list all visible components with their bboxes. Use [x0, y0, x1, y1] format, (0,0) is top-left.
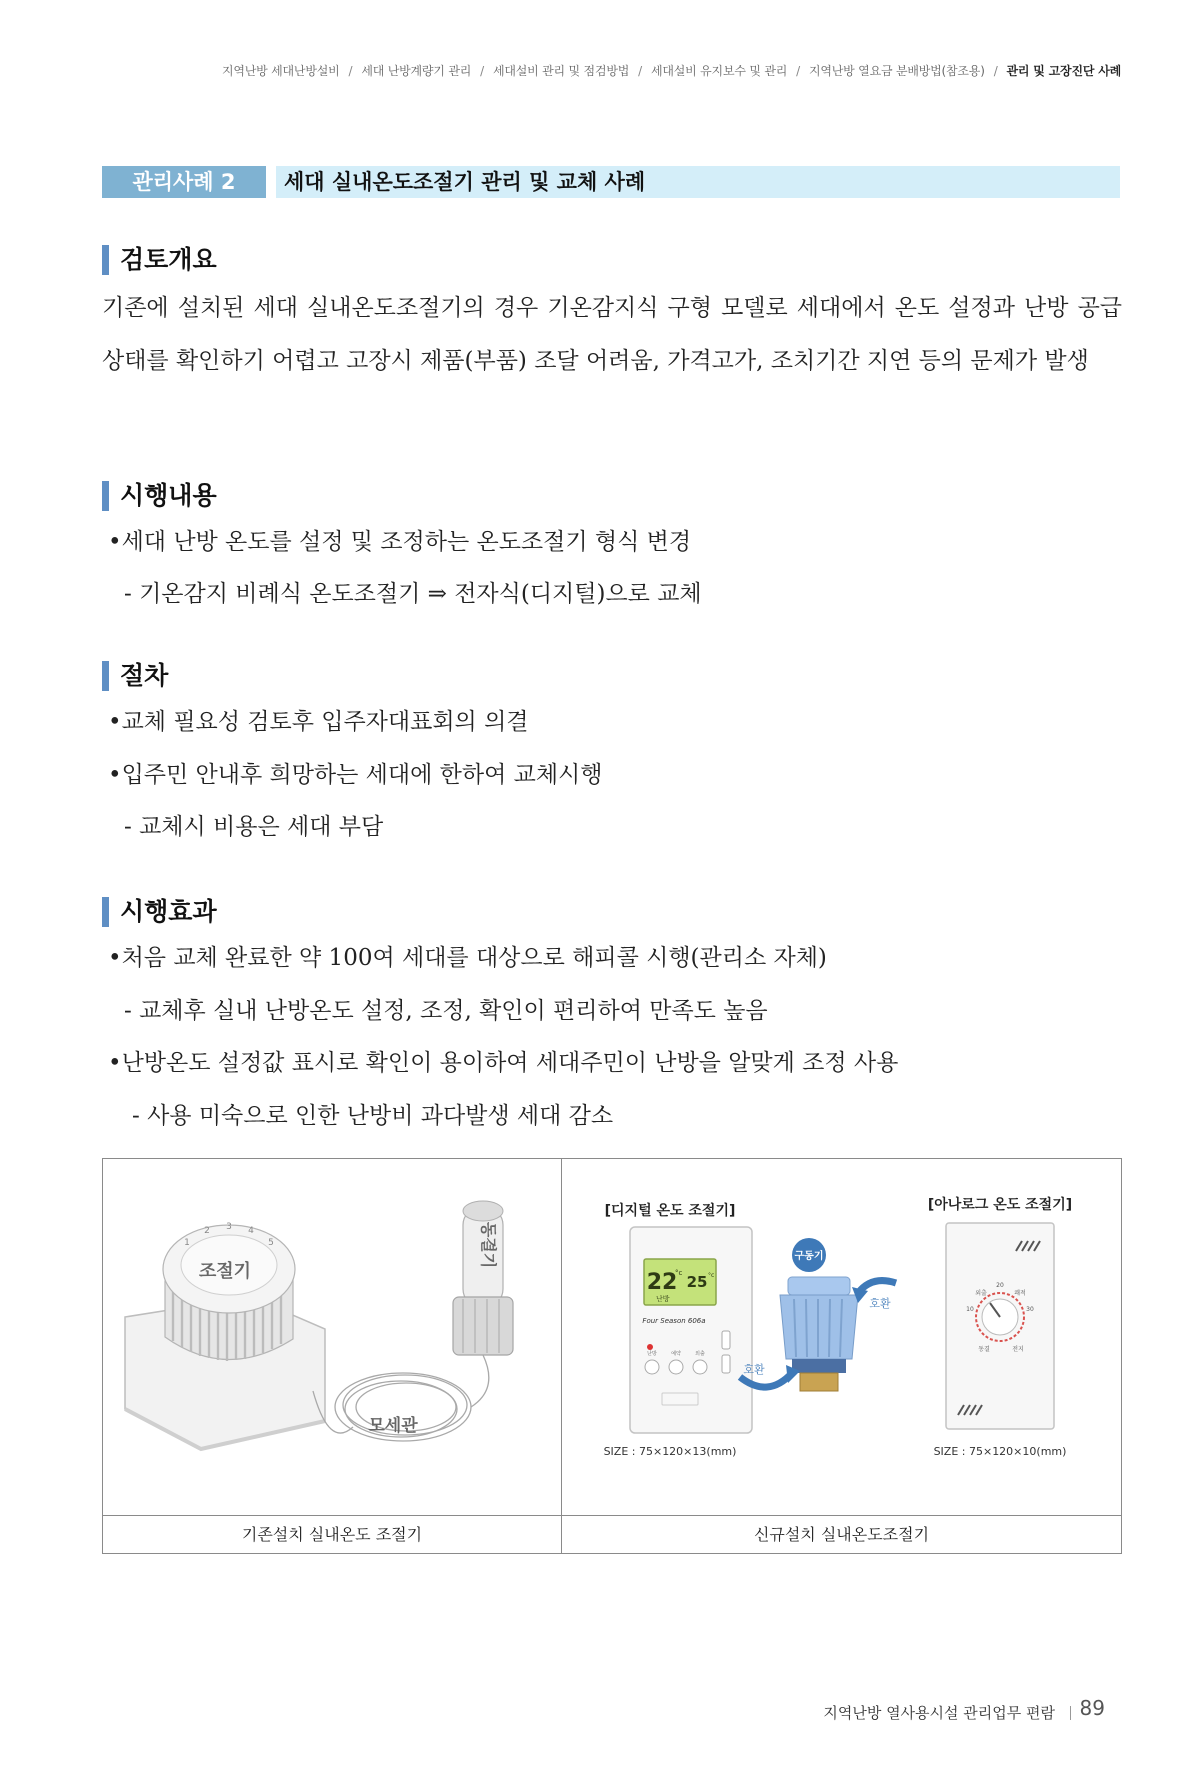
- overview-paragraph: 기존에 설치된 세대 실내온도조절기의 경우 기온감지식 구형 모델로 세대에서 온도 설정과 난방 공급 상태를 확인하기 어렵고 고장시 제품(부품) 조달 어려움, 가격고가, 조치기간 지연 등의 문제가 발생: [102, 295, 1122, 374]
- breadcrumb-item: 세대설비 관리 및 점검방법: [492, 64, 630, 78]
- breadcrumb-item: 지역난방 세대난방설비: [221, 64, 340, 78]
- figure-caption-row: [103, 1515, 1121, 1553]
- actuator-label: 구동기: [794, 1251, 824, 1262]
- effect-bullet-1: •처음 교체 완료한 약 100여 세대를 대상으로 해피콜 시행(관리소 자체): [108, 945, 827, 971]
- new-thermostat-caption: 신규설치 실내온도조절기: [753, 1525, 930, 1544]
- svg-text:4: 4: [248, 1226, 254, 1236]
- sensor-nut: [453, 1297, 513, 1355]
- old-thermostat-illustration: [103, 1159, 562, 1515]
- svg-text:2: 2: [204, 1226, 210, 1236]
- actuator-brass-base: [800, 1373, 838, 1391]
- breadcrumb-current: 관리 및 고장진단 사례: [1006, 64, 1121, 78]
- new-thermostat-photo: [562, 1159, 1121, 1515]
- breadcrumb-item: 세대 난방계량기 관리: [361, 64, 472, 78]
- breadcrumb-separator: /: [796, 64, 800, 78]
- dial-label: 10: [966, 1306, 974, 1313]
- footer-divider: [1070, 1706, 1071, 1720]
- procedure-dash-1: - 교체시 비용은 세대 부담: [124, 814, 384, 840]
- breadcrumb-separator: /: [480, 64, 484, 78]
- breadcrumb-separator: /: [348, 64, 353, 78]
- section-heading-overview: 검토개요: [102, 244, 217, 276]
- lcd-temperature-2: 25: [686, 1273, 708, 1291]
- dial-label: 외출: [975, 1290, 987, 1297]
- lcd-temperature-1: 22: [646, 1270, 678, 1295]
- lcd-unit-1: °c: [675, 1269, 683, 1277]
- dial-label: 쾌적: [1014, 1290, 1026, 1297]
- power-led: [647, 1344, 653, 1350]
- dial-label: 20: [996, 1282, 1004, 1289]
- svg-text:1: 1: [184, 1238, 190, 1248]
- dial-label: 전지: [1012, 1346, 1024, 1353]
- swap-label-left: 호환: [743, 1363, 765, 1376]
- digital-brand: Four Season 606a: [642, 1317, 706, 1325]
- section-heading-procedure: 절차: [102, 660, 168, 692]
- action-dash-1: - 기온감지 비례식 온도조절기 ⇒ 전자식(디지털)으로 교체: [124, 581, 702, 607]
- lcd-mode: 난방: [656, 1295, 670, 1303]
- digital-thermostat-body: [630, 1227, 752, 1433]
- breadcrumb: [222, 62, 1121, 79]
- breadcrumb-item: 세대설비 유지보수 및 관리: [650, 64, 788, 78]
- page-number: 89: [1079, 1696, 1105, 1720]
- effect-bullet-2: •난방온도 설정값 표시로 확인이 용이하여 세대주민이 난방을 알맞게 조정 사용: [108, 1050, 899, 1076]
- section-heading-action: 시행내용: [102, 480, 217, 512]
- breadcrumb-separator: /: [993, 64, 998, 78]
- action-bullet-1: •세대 난방 온도를 설정 및 조정하는 온도조절기 형식 변경: [108, 529, 692, 555]
- section-heading-effect: 시행효과: [102, 896, 217, 928]
- footer-title: 지역난방 열사용시설 관리업무 편람: [823, 1704, 1055, 1722]
- new-thermostat-illustration: [562, 1159, 1121, 1515]
- old-thermostat-photo: [103, 1159, 562, 1515]
- digital-button-1-label: 난방: [647, 1351, 657, 1357]
- analog-size-label: SIZE : 75×120×10(mm): [933, 1445, 1067, 1458]
- digital-size-label: SIZE : 75×120×13(mm): [603, 1445, 737, 1458]
- effect-dash-1: - 교체후 실내 난방온도 설정, 조정, 확인이 편리하여 만족도 높음: [124, 998, 768, 1024]
- effect-dash-2: - 사용 미숙으로 인한 난방비 과다발생 세대 감소: [132, 1103, 614, 1129]
- swap-label-right: 호환: [869, 1297, 891, 1310]
- breadcrumb-separator: /: [638, 64, 642, 78]
- regulator-label: 조절기: [198, 1261, 252, 1282]
- thermostat-figure-table: [102, 1158, 1122, 1554]
- lcd-unit-2: °c: [708, 1272, 715, 1279]
- analog-thermostat-title: [아나로그 온도 조절기]: [927, 1197, 1073, 1213]
- dial-label: 30: [1026, 1306, 1034, 1313]
- case-label: 관리사례 2: [102, 166, 266, 198]
- digital-button-2-label: 예약: [671, 1351, 681, 1357]
- old-thermostat-caption: 기존설치 실내온도 조절기: [103, 1516, 562, 1554]
- dial-label: 동결: [978, 1346, 990, 1353]
- sensor-label: 동결기: [479, 1221, 498, 1269]
- case-title: 세대 실내온도조절기 관리 및 교체 사례: [276, 166, 1120, 198]
- svg-text:3: 3: [226, 1222, 232, 1232]
- procedure-bullet-2: •입주민 안내후 희망하는 세대에 한하여 교체시행: [108, 762, 603, 788]
- breadcrumb-item: 지역난방 열요금 분배방법(참조용): [809, 64, 985, 78]
- digital-thermostat-title: [디지털 온도 조절기]: [604, 1203, 736, 1219]
- svg-text:5: 5: [268, 1238, 274, 1248]
- capillary-label: 모세관: [368, 1416, 418, 1436]
- procedure-bullet-1: •교체 필요성 검토후 입주자대표회의 의결: [108, 709, 529, 735]
- case-title-bar: [102, 166, 1120, 198]
- digital-button-3-label: 외출: [695, 1351, 705, 1357]
